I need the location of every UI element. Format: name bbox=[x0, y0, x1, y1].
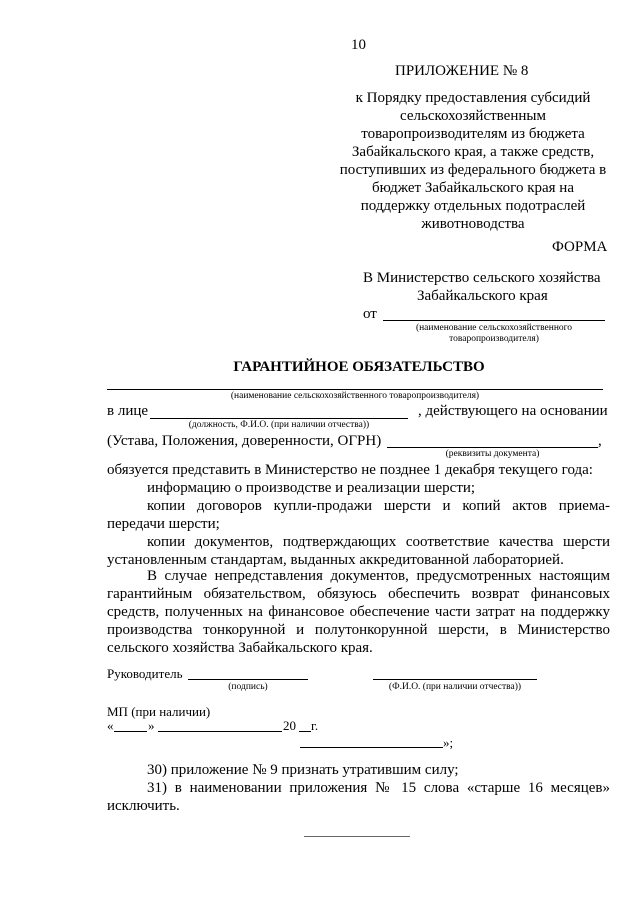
addressee-line: Забайкальского края bbox=[417, 288, 548, 304]
appendix-line: животноводства bbox=[421, 216, 525, 232]
position-caption: (должность, Ф.И.О. (при наличии отчества)) bbox=[188, 420, 370, 430]
basis-comma: , bbox=[598, 433, 602, 449]
date-open: « bbox=[107, 718, 114, 733]
closing-mark: »; bbox=[443, 735, 454, 750]
day-underline bbox=[114, 731, 147, 732]
year-prefix: 20 bbox=[283, 718, 296, 733]
closing-underline bbox=[300, 747, 443, 748]
appendix-title: ПРИЛОЖЕНИЕ № 8 bbox=[395, 63, 529, 79]
paragraph-line: производства тонкорунной и полутонкорунной шерсти, в Министерство bbox=[107, 622, 610, 638]
year-suffix: г. bbox=[311, 718, 319, 733]
list-item: информацию о производстве и реализации шерсти; bbox=[147, 480, 476, 496]
date-close: » bbox=[148, 718, 155, 733]
list-item: установленным стандартам, выданных аккредитованной лабораторией. bbox=[107, 552, 564, 568]
in-person-label: в лице bbox=[107, 403, 149, 419]
list-item: копии документов, подтверждающих соответствие качества шерсти bbox=[147, 534, 610, 550]
appendix-line: товаропроизводителям из бюджета bbox=[361, 126, 585, 142]
details-caption: (реквизиты документа) bbox=[445, 449, 540, 459]
form-label: ФОРМА bbox=[552, 239, 608, 255]
addressee-line: В Министерство сельского хозяйства bbox=[363, 270, 601, 286]
signature-underline bbox=[188, 679, 308, 680]
details-underline bbox=[387, 447, 598, 448]
position-underline bbox=[150, 418, 408, 419]
from-caption: (наименование сельскохозяйственного bbox=[415, 323, 573, 333]
appendix-line: сельскохозяйственным bbox=[400, 108, 546, 124]
appendix-line: поддержку отдельных подотраслей bbox=[360, 198, 586, 214]
paragraph-line: сельского хозяйства Забайкальского края. bbox=[107, 640, 373, 656]
head-label: Руководитель bbox=[107, 666, 183, 681]
amendment-item: исключить. bbox=[107, 798, 180, 814]
basis-label: (Устава, Положения, доверенности, ОГРН) bbox=[107, 433, 382, 449]
list-item: передачи шерсти; bbox=[107, 516, 220, 532]
end-separator bbox=[304, 836, 410, 837]
producer-caption: (наименование сельскохозяйственного товаропроизводителя) bbox=[230, 391, 480, 401]
paragraph-line: средств, полученных на финансовое обеспечение части затрат на поддержку bbox=[107, 604, 610, 620]
amendment-item: 30) приложение № 9 признать утратившим силу; bbox=[147, 762, 459, 778]
appendix-line: к Порядку предоставления субсидий bbox=[355, 90, 591, 106]
from-underline bbox=[383, 320, 605, 321]
from-label: от bbox=[363, 306, 377, 322]
producer-underline bbox=[107, 389, 603, 390]
document-title: ГАРАНТИЙНОЕ ОБЯЗАТЕЛЬСТВО bbox=[233, 359, 485, 375]
appendix-line: бюджет Забайкальского края на bbox=[372, 180, 574, 196]
page-number: 10 bbox=[351, 37, 366, 53]
name-caption: (Ф.И.О. (при наличии отчества)) bbox=[388, 682, 522, 692]
from-caption: товаропроизводителя) bbox=[449, 334, 539, 344]
in-person-after: , действующего на основании bbox=[418, 403, 608, 419]
year-underline bbox=[299, 731, 311, 732]
appendix-line: поступивших из федерального бюджета в bbox=[339, 162, 607, 178]
paragraph-line: гарантийным обязательством, обязуюсь обеспечить возврат финансовых bbox=[107, 586, 610, 602]
amendment-item: 31) в наименовании приложения № 15 слова «старше 16 месяцев» bbox=[147, 780, 610, 796]
signature-caption: (подпись) bbox=[228, 682, 268, 692]
name-underline bbox=[373, 679, 537, 680]
obligation-text: обязуется представить в Министерство не позднее 1 декабря текущего года: bbox=[107, 462, 593, 478]
list-item: копии договоров купли-продажи шерсти и копий актов приема- bbox=[147, 498, 610, 514]
paragraph-line: В случае непредставления документов, предусмотренных настоящим bbox=[147, 568, 610, 584]
stamp-label: МП (при наличии) bbox=[107, 704, 211, 719]
appendix-line: Забайкальского края, а также средств, bbox=[351, 144, 595, 160]
month-underline bbox=[158, 731, 282, 732]
